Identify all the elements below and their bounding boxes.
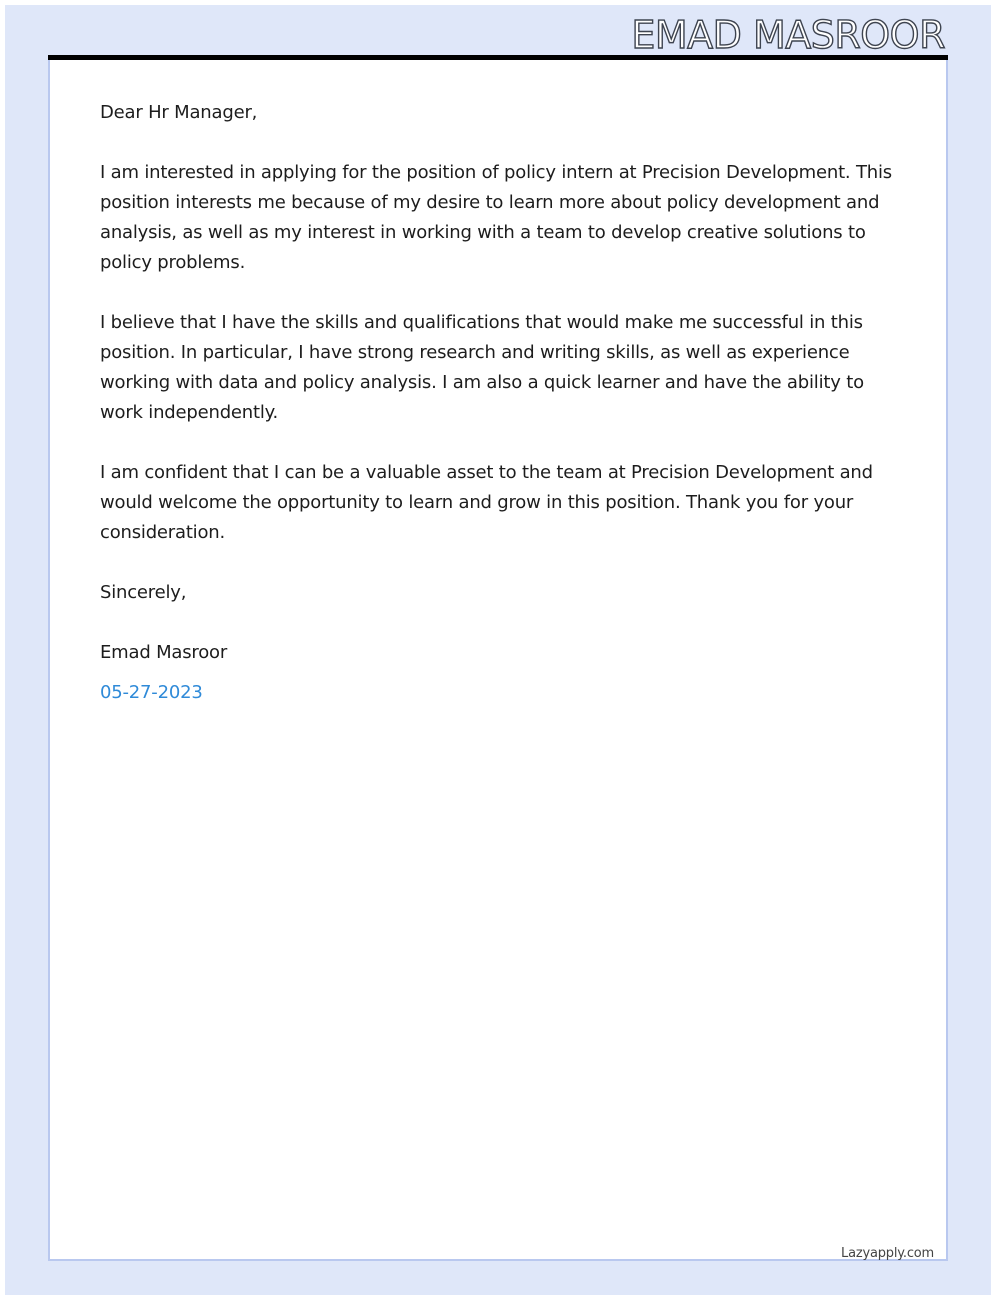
- letter-paragraph-3: I am confident that I can be a valuable asset to the team at Precision Development and would welcome the opportunity to learn and grow in this position. Thank you for your consideration.: [100, 462, 873, 543]
- letter-body: [100, 98, 900, 708]
- letter-closing: Sincerely,: [100, 582, 187, 603]
- letter-paragraph-2: I believe that I have the skills and qualifications that would make me successful in this position. In particular, I have strong research and writing skills, as well as experience working with data and policy analysis. I am also a quick learner and have the ability to work independently.: [100, 312, 864, 423]
- footer-brand: Lazyapply.com: [841, 1246, 934, 1261]
- letter-salutation: Dear Hr Manager,: [100, 102, 258, 123]
- letter-date: 05-27-2023: [100, 682, 203, 703]
- letter-signature: Emad Masroor: [100, 642, 228, 663]
- letter-paragraph-1: I am interested in applying for the position of policy intern at Precision Development. This position interests me because of my desire to learn more about policy development and analysis, as well as my interest in working with a team to develop creative solutions to policy problems.: [100, 162, 892, 273]
- header-name: EMAD MASROOR: [631, 13, 945, 57]
